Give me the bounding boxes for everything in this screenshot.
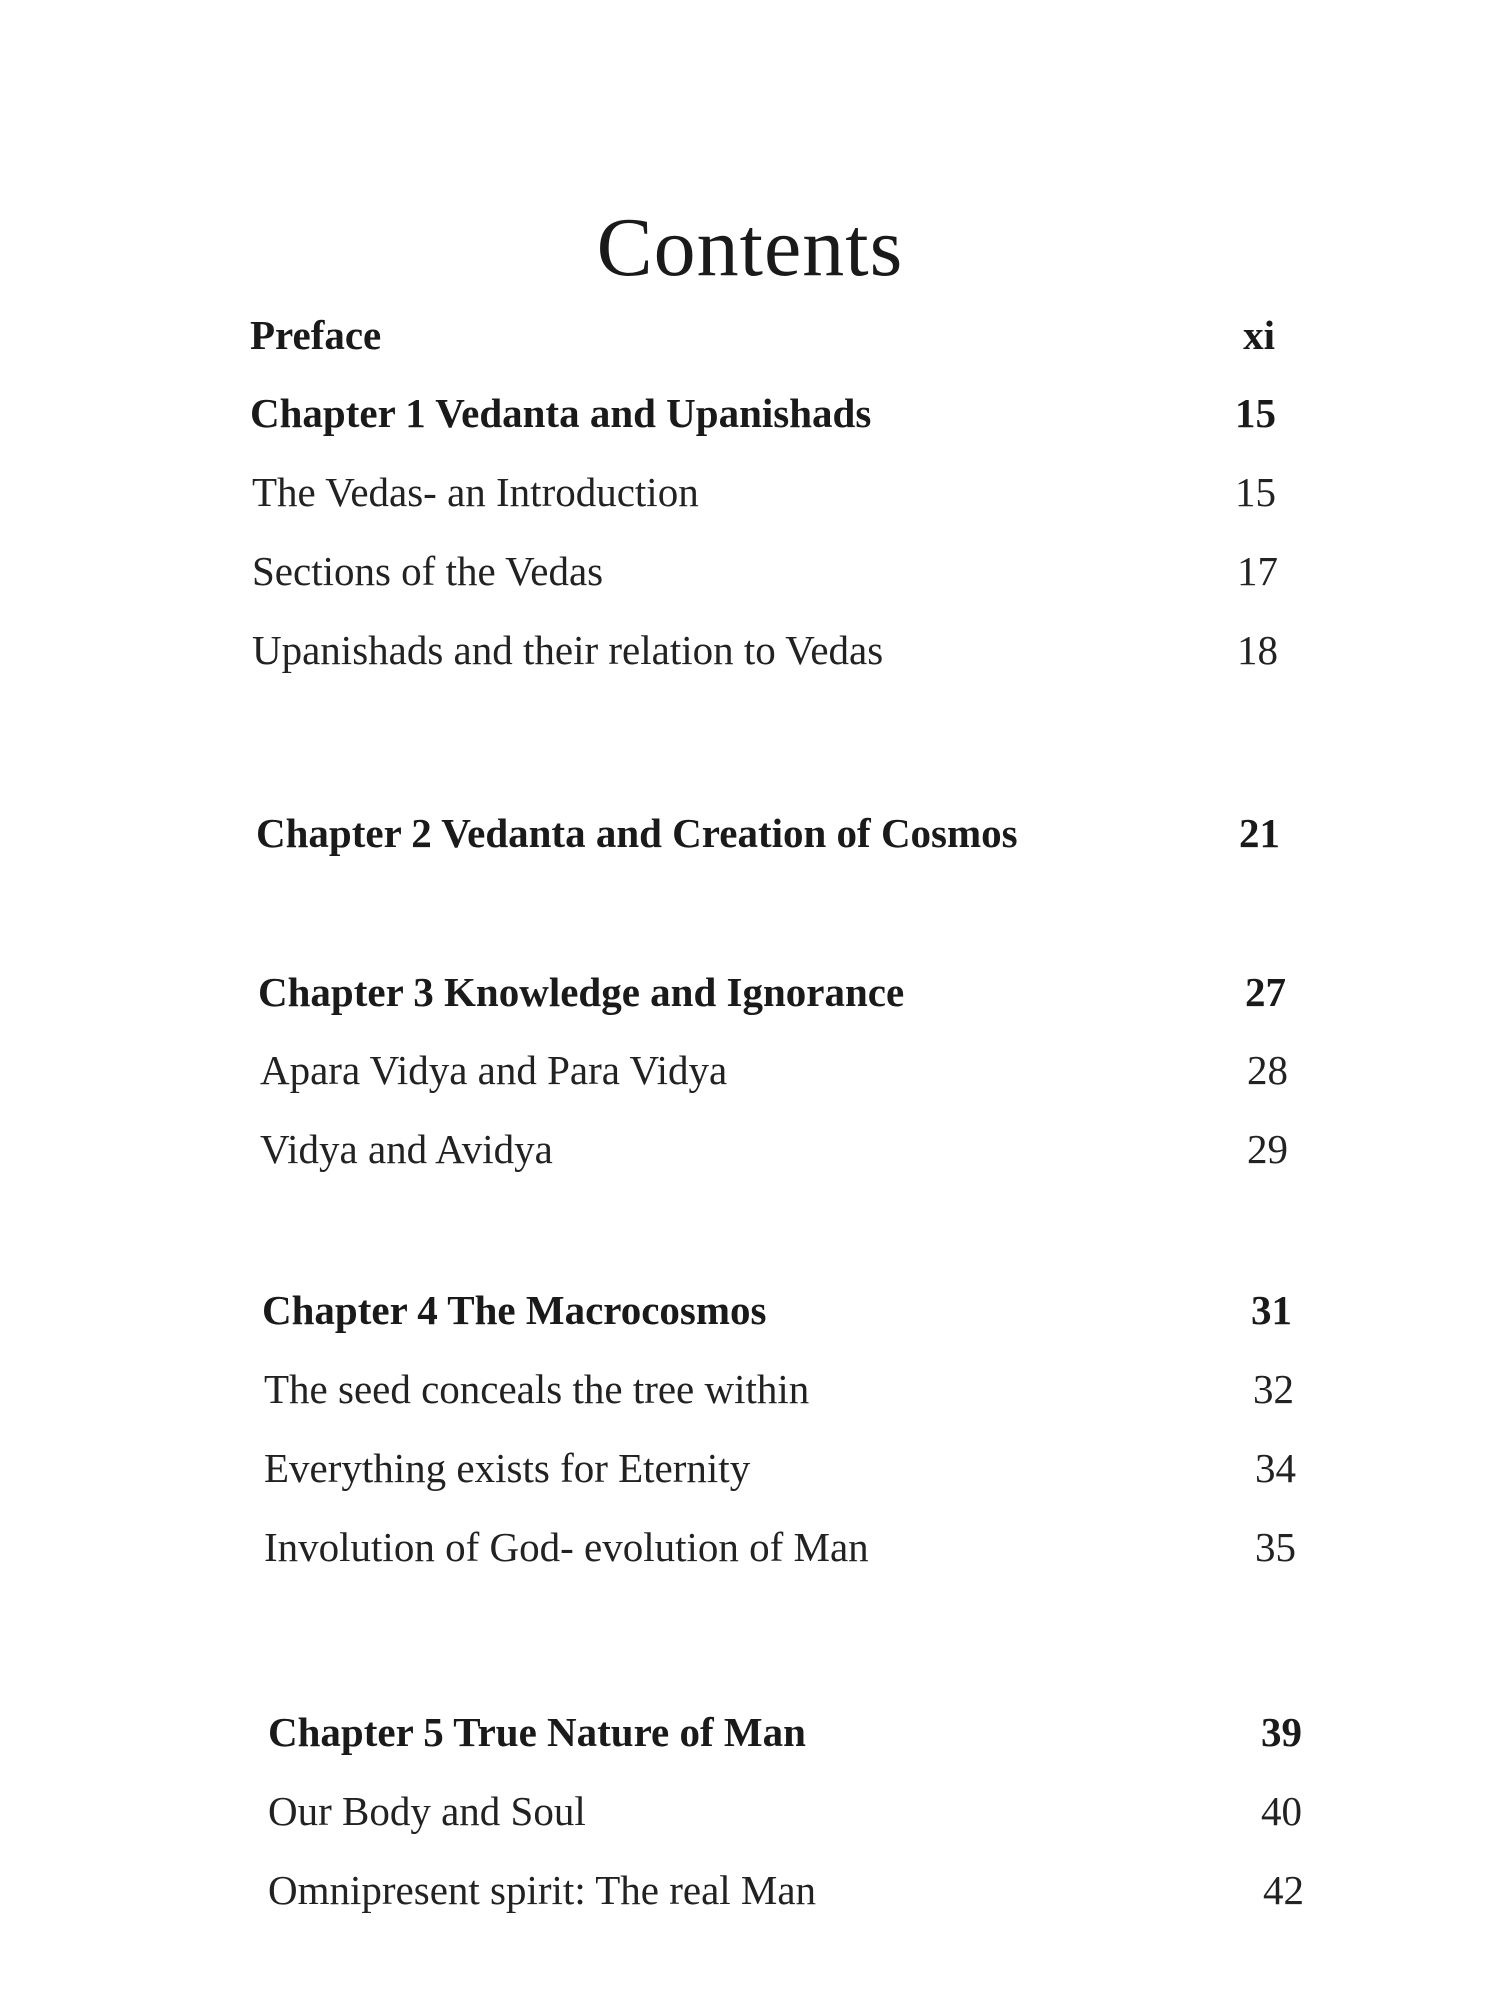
toc-entry-title: Upanishads and their relation to Vedas (252, 627, 884, 673)
toc-entry-chapter-5 (268, 1702, 1302, 1762)
toc-entry-section (268, 1781, 1302, 1841)
toc-entry-page: 34 (1255, 1445, 1296, 1491)
toc-entry-page: 35 (1255, 1524, 1296, 1570)
toc-entry-section (260, 1040, 1288, 1100)
toc-entry-title: The Vedas- an Introduction (252, 469, 699, 515)
page-title: Contents (596, 201, 904, 295)
toc-entry-title: Omnipresent spirit: The real Man (268, 1867, 817, 1913)
toc-entry-page: 18 (1237, 627, 1278, 673)
toc-entry-title: Preface (250, 312, 382, 358)
toc-entry-page: xi (1243, 312, 1275, 358)
toc-entry-page: 39 (1261, 1709, 1302, 1755)
toc-entry-page: 42 (1263, 1867, 1304, 1913)
toc-entry-title: Chapter 4 The Macrocosmos (262, 1287, 767, 1333)
toc-entry-page: 40 (1261, 1788, 1302, 1834)
toc-entry-title: Sections of the Vedas (252, 548, 604, 594)
toc-entry-title: Chapter 5 True Nature of Man (268, 1709, 806, 1755)
toc-entry-preface (250, 305, 1275, 365)
toc-entry-section (264, 1438, 1296, 1498)
toc-entry-page: 17 (1237, 548, 1278, 594)
toc-entry-title: Chapter 1 Vedanta and Upanishads (250, 390, 872, 436)
toc-entry-chapter-1 (250, 383, 1276, 443)
toc-entry-chapter-2 (256, 803, 1280, 863)
toc-entry-section (264, 1517, 1296, 1577)
toc-entry-page: 29 (1247, 1126, 1288, 1172)
toc-entry-page: 21 (1239, 810, 1280, 856)
toc-entry-title: Everything exists for Eternity (264, 1445, 751, 1491)
toc-entry-page: 15 (1235, 469, 1276, 515)
toc-entry-page: 31 (1251, 1287, 1292, 1333)
toc-entry-chapter-4 (262, 1280, 1292, 1340)
toc-entry-chapter-3 (258, 962, 1286, 1022)
toc-entry-section (264, 1359, 1294, 1419)
toc-entry-page: 27 (1245, 969, 1286, 1015)
toc-entry-section (252, 620, 1278, 680)
toc-entry-page: 28 (1247, 1047, 1288, 1093)
toc-entry-section (268, 1860, 1304, 1920)
toc-entry-title: Our Body and Soul (268, 1788, 586, 1834)
toc-entry-page: 15 (1235, 390, 1276, 436)
toc-entry-title: Vidya and Avidya (260, 1126, 553, 1172)
toc-entry-section (252, 462, 1276, 522)
toc-entry-section (260, 1119, 1288, 1179)
toc-entry-title: Involution of God- evolution of Man (264, 1524, 869, 1570)
toc-entry-title: Chapter 2 Vedanta and Creation of Cosmos (256, 810, 1018, 856)
toc-entry-title: Chapter 3 Knowledge and Ignorance (258, 969, 905, 1015)
toc-entry-title: The seed conceals the tree within (264, 1366, 810, 1412)
toc-entry-section (252, 541, 1278, 601)
toc-entry-page: 32 (1253, 1366, 1294, 1412)
toc-entry-title: Apara Vidya and Para Vidya (260, 1047, 728, 1093)
